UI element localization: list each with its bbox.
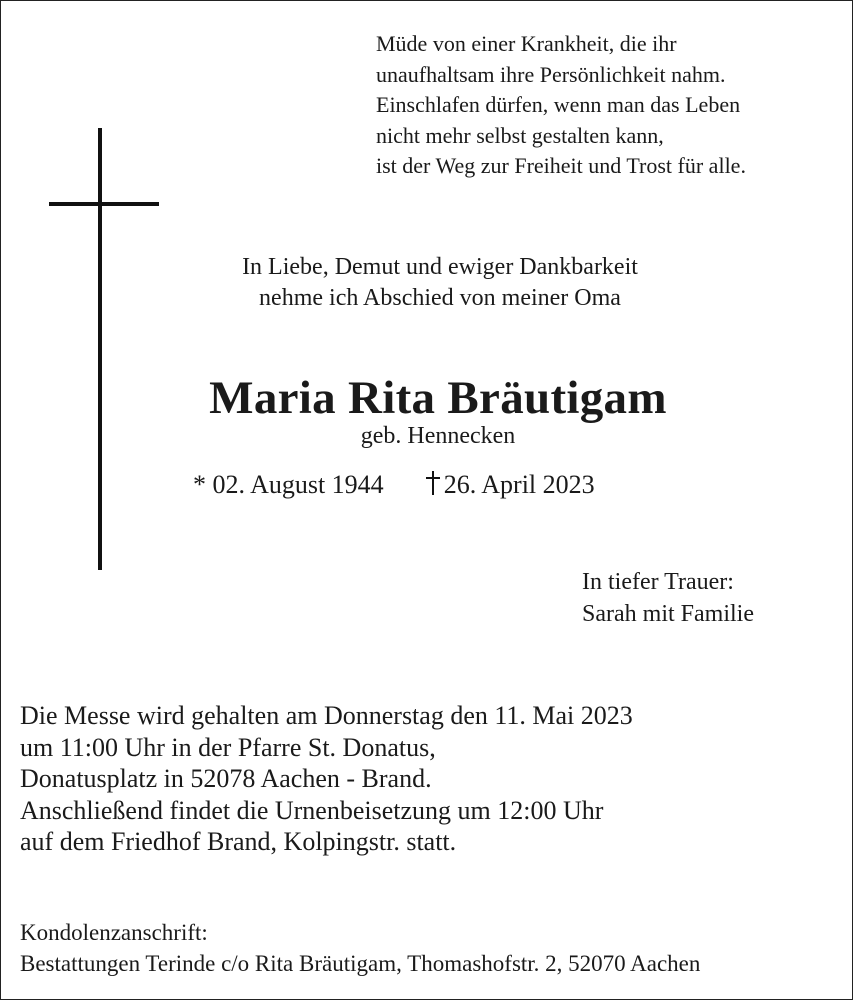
mass-line: Anschließend findet die Urnenbeisetzung um 12:00 Uhr — [20, 795, 604, 825]
mass-line: um 11:00 Uhr in der Pfarre St. Donatus, — [20, 732, 436, 762]
poem — [376, 29, 746, 182]
farewell-line: nehme ich Abschied von meiner Oma — [259, 285, 621, 311]
mass-line: Donatusplatz in 52078 Aachen - Brand. — [20, 764, 432, 793]
mourners-line: In tiefer Trauer: — [582, 569, 734, 595]
condolence-label: Kondolenzanschrift: — [20, 920, 208, 945]
poem-line: Müde von einer Krankheit, die ihr — [376, 31, 677, 56]
mourners-line: Sarah mit Familie — [582, 601, 754, 627]
farewell-text — [140, 252, 740, 314]
life-dates — [193, 468, 595, 502]
mass-line: Die Messe wird gehalten am Donnerstag den 11. Mai 2023 — [20, 701, 633, 730]
death-date-group — [426, 468, 595, 502]
birth-date: * 02. August 1944 — [193, 470, 384, 499]
mass-announcement — [20, 700, 633, 858]
farewell-line: In Liebe, Demut und ewiger Dankbarkeit — [242, 254, 638, 280]
death-date: 26. April 2023 — [443, 470, 595, 499]
condolence-address — [20, 917, 700, 979]
maiden-name: geb. Hennecken — [360, 423, 516, 449]
deceased-name: Maria Rita Bräutigam — [209, 372, 667, 424]
poem-line: nicht mehr selbst gestalten kann, — [376, 122, 664, 148]
poem-line: unaufhaltsam ihre Persönlichkeit nahm. — [376, 61, 726, 87]
mourners — [582, 566, 754, 630]
poem-line: Einschlafen dürfen, wenn man das Leben — [376, 92, 741, 117]
cross-horizontal-bar — [49, 202, 159, 206]
poem-line: ist der Weg zur Freiheit und Trost für alle. — [376, 153, 746, 178]
mass-line: auf dem Friedhof Brand, Kolpingstr. statt. — [20, 827, 457, 856]
dagger-icon — [426, 471, 440, 495]
condolence-address-line: Bestattungen Terinde c/o Rita Bräutigam, Thomashofstr. 2, 52070 Aachen — [20, 951, 701, 976]
cross-vertical-bar — [98, 128, 102, 570]
